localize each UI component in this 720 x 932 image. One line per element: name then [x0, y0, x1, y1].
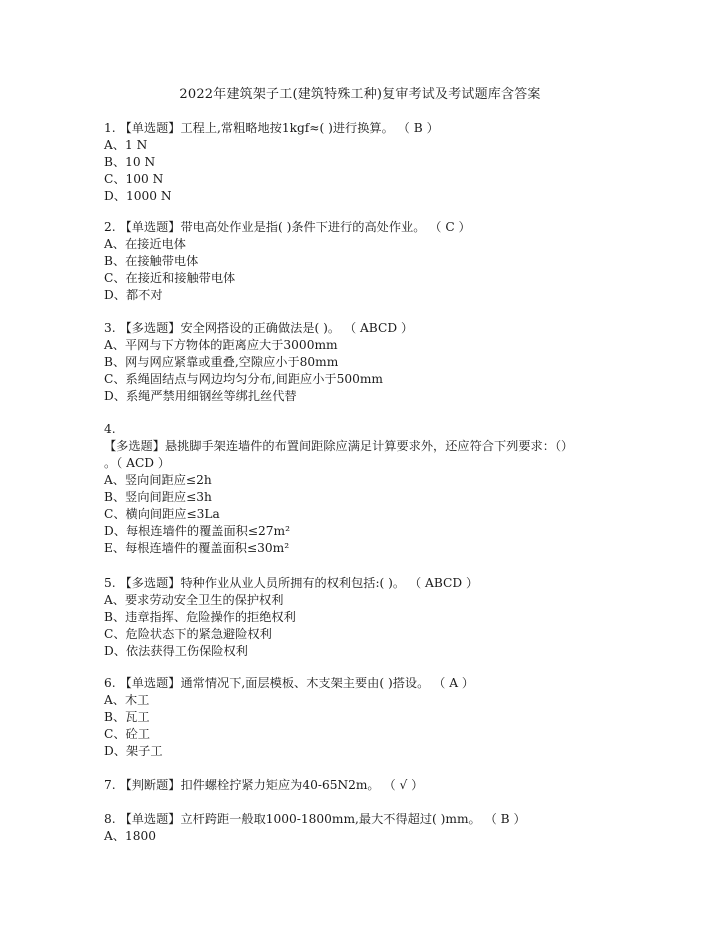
option: A、1 N — [104, 138, 148, 152]
option: C、在接近和接触带电体 — [104, 271, 236, 285]
option: B、瓦工 — [104, 710, 150, 724]
question-8 — [104, 811, 624, 845]
option: B、竖向间距应≤3h — [104, 490, 212, 504]
option: D、都不对 — [104, 288, 163, 302]
question-1 — [104, 120, 624, 205]
option: D、每根连墙件的覆盖面积≤27m² — [104, 524, 290, 538]
question-answer: 。（ ACD ） — [104, 456, 171, 470]
question-3 — [104, 320, 624, 405]
option: B、在接触带电体 — [104, 254, 199, 268]
question-stem: 3. 【多选题】安全网搭设的正确做法是( )。 （ ABCD ） — [104, 321, 414, 335]
question-stem: 1. 【单选题】工程上,常粗略地按1kgf≈( )进行换算。 （ B ） — [104, 121, 439, 135]
option: D、架子工 — [104, 744, 163, 758]
option: A、木工 — [104, 693, 150, 707]
question-6 — [104, 675, 624, 760]
option: A、1800 — [104, 829, 157, 843]
option: C、系绳固结点与网边均匀分布,间距应小于500mm — [104, 372, 383, 386]
question-number: 4. — [104, 422, 116, 436]
option: A、竖向间距应≤2h — [104, 473, 212, 487]
question-stem: 8. 【单选题】立杆跨距一般取1000-1800mm,最大不得超过( )mm。 （ B ） — [104, 812, 526, 826]
option: B、违章指挥、危险操作的拒绝权利 — [104, 610, 296, 624]
question-5 — [104, 575, 624, 660]
question-4 — [104, 421, 624, 557]
question-stem: 【多选题】悬挑脚手架连墙件的布置间距除应满足计算要求外，还应符合下列要求：（） — [104, 439, 574, 453]
question-stem: 5. 【多选题】特种作业从业人员所拥有的权利包括:( )。 （ ABCD ） — [104, 576, 479, 590]
option: B、网与网应紧靠或重叠,空隙应小于80mm — [104, 355, 339, 369]
document-title: 2022年建筑架子工(建筑特殊工种)复审考试及考试题库含答案 — [179, 87, 541, 102]
question-2 — [104, 219, 624, 304]
option: C、危险状态下的紧急避险权利 — [104, 627, 272, 641]
option: C、砼工 — [104, 727, 150, 741]
option: B、10 N — [104, 155, 156, 169]
option: A、要求劳动安全卫生的保护权利 — [104, 593, 284, 607]
option: D、1000 N — [104, 189, 172, 203]
option: D、系绳严禁用细钢丝等绑扎丝代替 — [104, 389, 297, 403]
option: C、100 N — [104, 172, 164, 186]
question-7 — [104, 777, 624, 794]
option: C、横向间距应≤3La — [104, 507, 220, 521]
option: D、依法获得工伤保险权利 — [104, 644, 248, 658]
question-stem: 6. 【单选题】通常情况下,面层模板、木支架主要由( )搭设。 （ A ） — [104, 676, 475, 690]
option: A、在接近电体 — [104, 237, 186, 251]
option: E、每根连墙件的覆盖面积≤30m² — [104, 541, 290, 555]
option: A、平网与下方物体的距离应大于3000mm — [104, 338, 338, 352]
question-stem: 2. 【单选题】带电高处作业是指( )条件下进行的高处作业。 （ C ） — [104, 220, 471, 234]
question-list — [104, 120, 624, 862]
question-stem: 7. 【判断题】扣件螺栓拧紧力矩应为40-65N2m。 （ √ ） — [104, 778, 424, 792]
